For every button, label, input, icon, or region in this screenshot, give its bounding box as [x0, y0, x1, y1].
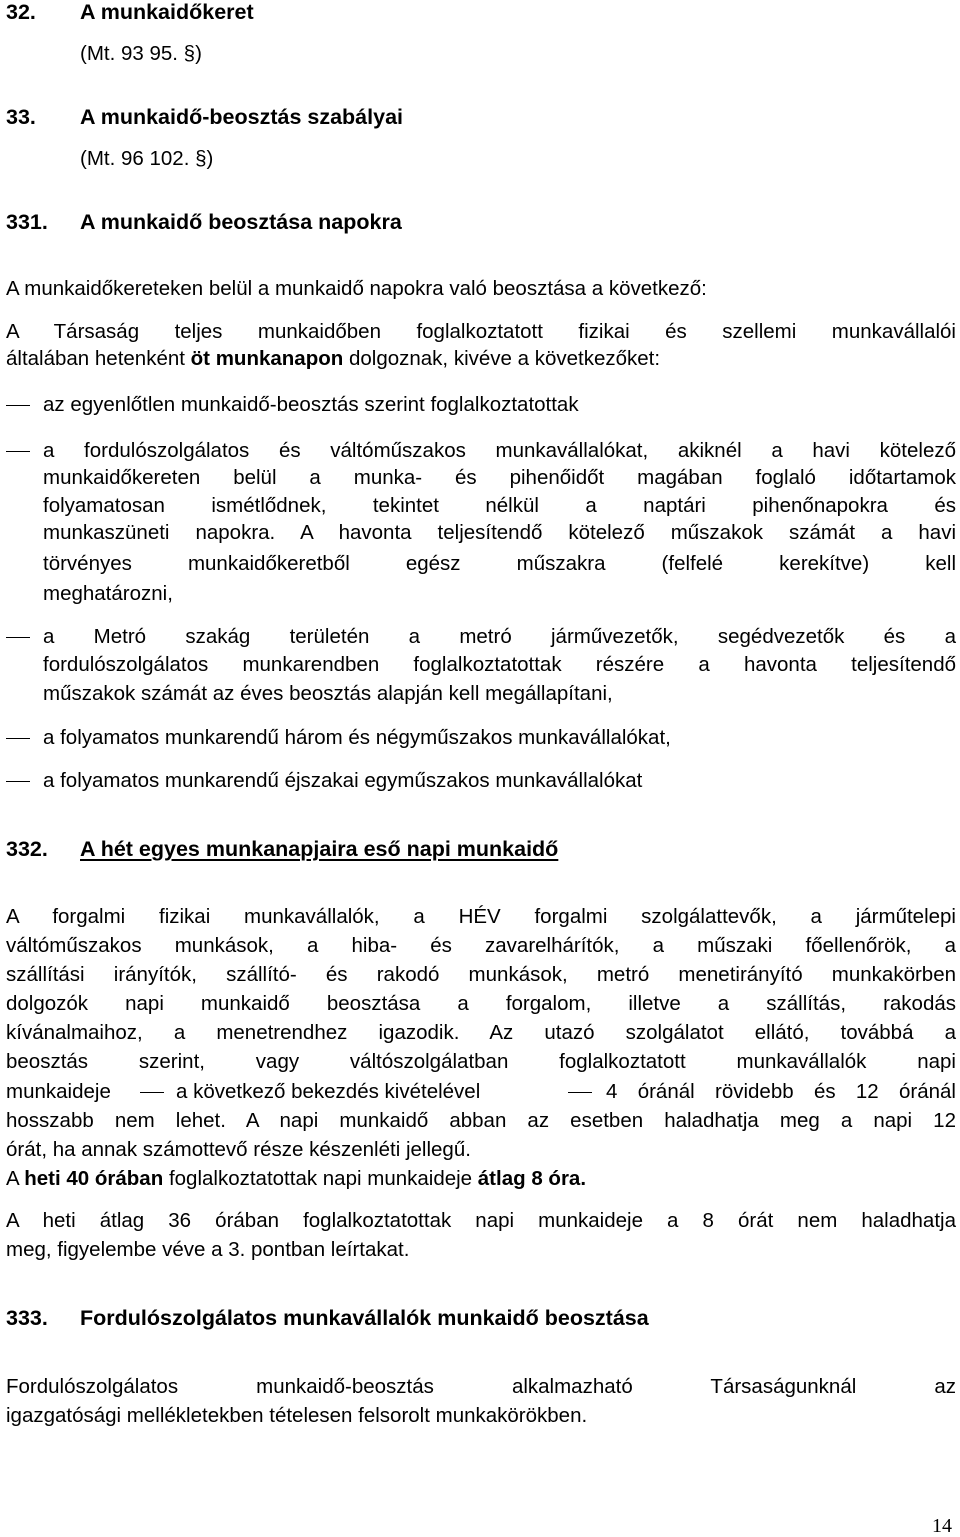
- bold-emphasis: heti 40 órában: [24, 1167, 164, 1190]
- section-title: A munkaidő beosztása napokra: [80, 210, 402, 234]
- section-title: A hét egyes munkanapjaira eső napi munkaidő: [80, 837, 559, 861]
- paragraph-line: munkaideje: [6, 1080, 111, 1103]
- dash-icon: [140, 1092, 164, 1093]
- page-number: 14: [932, 1515, 952, 1537]
- section-title: A munkaidőkeret: [80, 0, 254, 24]
- paragraph-line: általában hetenként öt munkanapon dolgoznak, kivéve a következőket:: [6, 347, 661, 370]
- paragraph-line: A forgalmi fizikai munkavállalók, a HÉV forgalmi szolgálattevők, a járműtelepi: [6, 905, 956, 928]
- section-number: 33.: [6, 105, 36, 129]
- list-item-line: fordulószolgálatos munkarendben foglalkoztatottak részére a havonta teljesítendő: [43, 653, 956, 676]
- list-item-line: a Metró szakág területén a metró járművezetők, segédvezetők és a: [43, 625, 956, 648]
- paragraph-line: meg, figyelembe véve a 3. pontban leírtakat.: [6, 1238, 410, 1261]
- paragraph-line: igazgatósági mellékletekben tételesen felsorolt munkakörökben.: [6, 1404, 588, 1427]
- list-item-line: törvényes munkaidőkeretből egész műszakra (felfelé kerekítve) kell: [43, 552, 956, 575]
- paragraph-line: kívánalmaihoz, a menetrendhez igazodik. Az utazó szolgálatot ellátó, továbbá a: [6, 1021, 956, 1044]
- dash-bullet-icon: [6, 637, 30, 638]
- intro-paragraph: A munkaidőkereteken belül a munkaidő napokra való beosztása a következő:: [6, 277, 707, 300]
- paragraph-line: Fordulószolgálatos munkaidő-beosztás alkalmazható Társaságunknál az: [6, 1375, 956, 1398]
- paragraph-line: beosztás szerint, vagy váltószolgálatban foglalkoztatott munkavállalók napi: [6, 1050, 956, 1073]
- dash-bullet-icon: [6, 781, 30, 782]
- paragraph-line: A heti átlag 36 órában foglalkoztatottak napi munkaideje a 8 órát nem haladhatja: [6, 1209, 956, 1232]
- list-item-line: munkaidőkereten belül a munka- és pihenőidőt magában foglaló időtartamok: [43, 466, 956, 489]
- paragraph-line-segment: 4 óránál rövidebb és 12 óránál: [606, 1080, 956, 1103]
- list-item-line: a fordulószolgálatos és váltóműszakos munkavállalókat, akiknél a havi kötelező: [43, 439, 956, 462]
- bold-emphasis: átlag 8 óra.: [477, 1167, 587, 1190]
- paragraph-line: dolgozók napi munkaidő beosztása a forgalom, illetve a szállítás, rakodás: [6, 992, 956, 1015]
- section-title: Fordulószolgálatos munkavállalók munkaidő beosztása: [80, 1306, 649, 1330]
- dash-bullet-icon: [6, 451, 30, 452]
- paragraph-line: A Társaság teljes munkaidőben foglalkoztatott fizikai és szellemi munkavállalói: [6, 320, 956, 343]
- list-item-line: folyamatosan ismétlődnek, tekintet nélkül a naptári pihenőnapokra és: [43, 494, 956, 517]
- dash-bullet-icon: [6, 405, 30, 406]
- section-title: A munkaidő-beosztás szabályai: [80, 105, 403, 129]
- paragraph-line: váltóműszakos munkások, a hiba- és zavarelhárítók, a műszaki főellenőrök, a: [6, 934, 956, 957]
- bold-emphasis: öt munkanapon: [190, 347, 344, 370]
- list-item: az egyenlőtlen munkaidő-beosztás szerint foglalkoztatottak: [43, 393, 579, 416]
- section-number: 332.: [6, 837, 48, 861]
- dash-icon: [568, 1092, 592, 1093]
- section-32-reference: (Mt. 93 95. §): [80, 42, 202, 65]
- section-number: 32.: [6, 0, 36, 24]
- list-item-line: meghatározni,: [43, 582, 173, 605]
- list-item: a folyamatos munkarendű éjszakai egyműszakos munkavállalókat: [43, 769, 643, 792]
- list-item-line: munkaszüneti napokra. A havonta teljesítendő kötelező műszakok számát a havi: [43, 521, 956, 544]
- section-33-reference: (Mt. 96 102. §): [80, 147, 214, 170]
- paragraph-line-segment: a következő bekezdés kivételével: [176, 1080, 481, 1103]
- paragraph-line: szállítási irányítók, szállító- és rakodó munkások, metró menetirányító munkakörben: [6, 963, 956, 986]
- list-item: a folyamatos munkarendű három és négyműszakos munkavállalókat,: [43, 726, 671, 749]
- section-number: 333.: [6, 1306, 48, 1330]
- paragraph-line: órát, ha annak számottevő része készenléti jellegű.: [6, 1138, 471, 1161]
- section-number: 331.: [6, 210, 48, 234]
- list-item-line: műszakok számát az éves beosztás alapján kell megállapítani,: [43, 682, 613, 705]
- paragraph-line: A heti 40 órában foglalkoztatottak napi munkaideje átlag 8 óra.: [6, 1167, 587, 1190]
- paragraph-line: hosszabb nem lehet. A napi munkaidő abban az esetben haladhatja meg a napi 12: [6, 1109, 956, 1132]
- dash-bullet-icon: [6, 738, 30, 739]
